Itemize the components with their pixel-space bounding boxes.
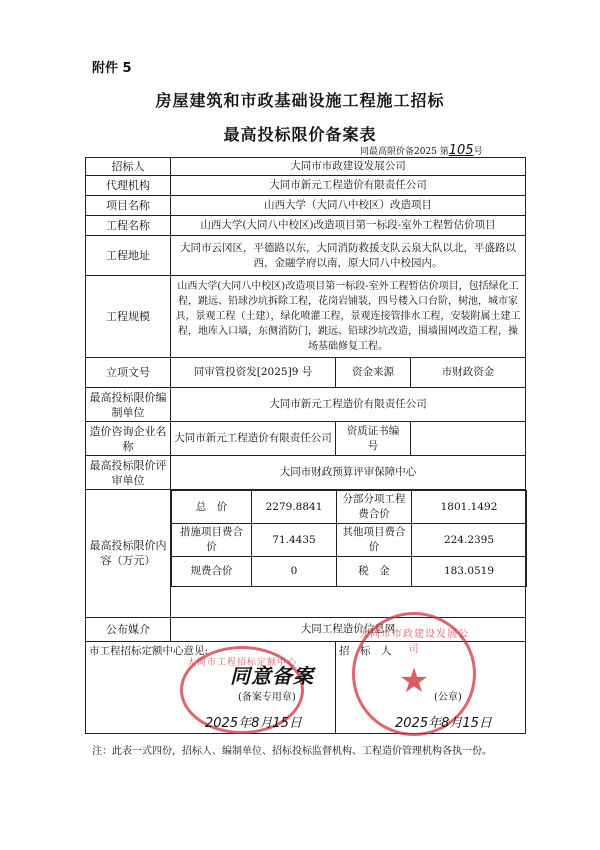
label-cert-number: 资质证书编 号 [336,422,411,456]
label-office-opinion: 市工程招标定额中心意见: [89,644,209,657]
label-reviewer: 最高投标限价评审单位 [86,456,171,490]
value-fund-source: 市财政资金 [411,358,526,388]
value-project-name: 山西大学（大同八中校区）改造项目 [171,196,526,216]
row-approval [86,358,526,388]
official-seal-text: 大同市市政建设发展公司 [359,629,469,655]
doc-number-prefix: 同最高限价备2025 第 [360,147,449,157]
row-project-name [86,196,526,216]
value-reviewer: 大同市财政预算评审保障中心 [171,456,526,490]
doc-title-line1: 房屋建筑和市政基础设施工程施工招标 [155,91,445,110]
value-address: 大同市云冈区，平德路以东，大同消防救援支队云泉大队以北，平盛路以西，金融学府以南，原大同八中校园内。 [171,236,526,276]
label-project-name: 项目名称 [86,196,171,216]
label-approval: 立项文号 [86,358,171,388]
value-scale: 山西大学(大同八中校区)改造项目第一标段-室外工程暂估价项目，包括绿化工程，跳远、铅球沙坑拆除工程，花岗岩铺装，四号楼入口台阶，树池，城市家具，景观工程（土建），绿化喷灌工程，景观连接管排水工程，安装附属土建工程，地库入口墙，东侧消防门，跳远、铅球沙坑改造，围墙围网改造工程，操场基础修复工程。 [171,276,526,358]
row-engineering-name [86,216,526,236]
label-scale: 工程规模 [86,276,171,358]
value-other: 224.2395 [412,524,527,557]
handwritten-approval: 同意备案 [230,664,314,688]
value-engineering-name: 山西大学(大同八中校区)改造项目第一标段-室外工程暂估价项目 [171,216,526,236]
price-breakdown [171,490,527,617]
value-agency: 大同市新元工程造价有限责任公司 [171,176,526,196]
record-seal-text: 大同市工程招标定额中心 [186,658,297,668]
doc-number-suffix: 号 [473,147,483,157]
label-tenderer-sign: 招 标 人 [339,644,392,657]
label-other: 其他项目费合价 [337,524,412,557]
label-fund-source: 资金来源 [336,358,411,388]
value-measures: 71.4435 [252,524,337,557]
label-tenderer: 招标人 [86,158,171,176]
label-tax: 税 金 [337,557,412,587]
label-fees: 规费合价 [172,557,252,587]
value-fees: 0 [252,557,337,587]
row-price-content [86,490,526,618]
label-engineering-name: 工程名称 [86,216,171,236]
row-address [86,236,526,276]
value-media: 大同工程造价信息网 [171,617,526,641]
doc-number-value: 105 [448,143,474,158]
value-total: 2279.8841 [252,491,337,524]
row-scale [86,276,526,358]
official-seal-note: (公章) [434,692,462,703]
row-compiler [86,388,526,422]
value-tax: 183.0519 [412,557,527,587]
label-consult: 造价咨询企业名称 [86,422,171,456]
value-consult: 大同市新元工程造价有限责任公司 [171,422,336,456]
label-total: 总 价 [172,491,252,524]
date-left: 2025年8月15日 [205,716,302,731]
seal-star-icon: ★ [398,661,430,701]
value-compiler: 大同市新元工程造价有限责任公司 [171,388,526,422]
label-compiler: 最高投标限价编制单位 [86,388,171,422]
label-price-content: 最高投标限价内容（万元） [86,490,171,618]
doc-title-line2: 最高投标限价备案表 [223,125,377,144]
row-tenderer [86,158,526,176]
attachment-label: 附件 5 [92,61,132,76]
record-seal-note: (备案专用章) [238,692,296,703]
row-agency [86,176,526,196]
doc-number [360,143,483,158]
label-subitem: 分部分项工程费合价 [337,491,412,524]
value-subitem: 1801.1492 [412,491,527,524]
label-agency: 代理机构 [86,176,171,196]
label-measures: 措施项目费合价 [172,524,252,557]
value-cert-number [411,422,526,456]
value-tenderer: 大同市市政建设发展公司 [171,158,526,176]
label-media: 公布媒介 [86,617,171,641]
footnote: 注：此表一式四份，招标人、编制单位、招标投标监督机构、工程造价管理机构各执一份。 [92,746,492,757]
label-address: 工程地址 [86,236,171,276]
value-approval: 同审管投资发[2025]9 号 [171,358,336,388]
date-right: 2025年8月15日 [395,716,492,731]
row-reviewer [86,456,526,490]
row-consult [86,422,526,456]
